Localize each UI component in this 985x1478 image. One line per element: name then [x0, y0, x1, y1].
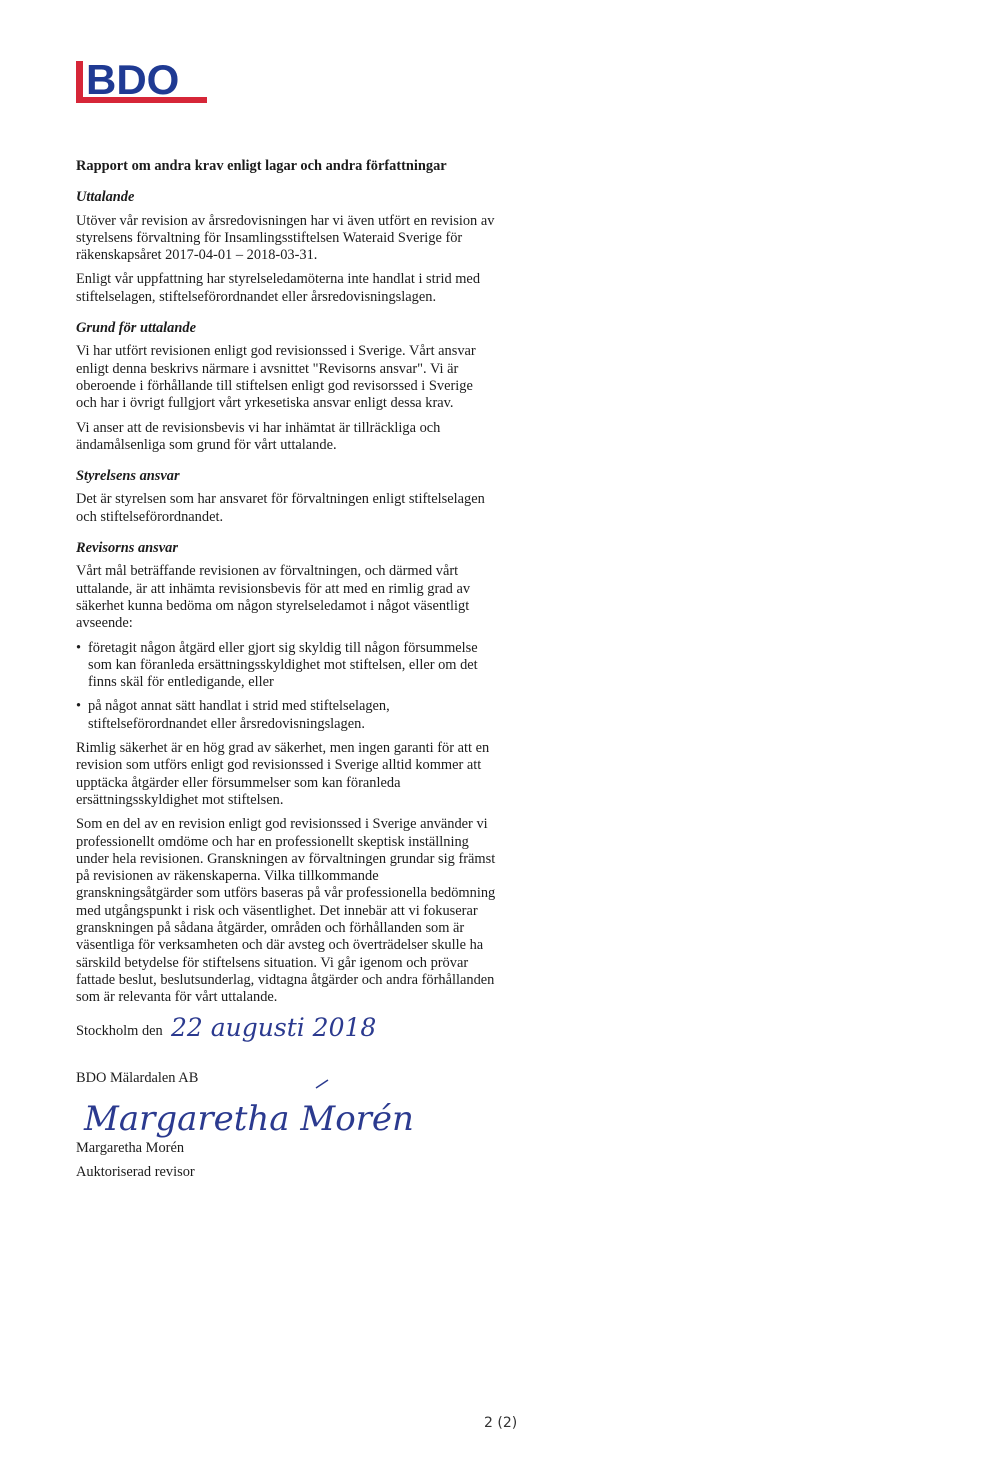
svg-text:Margaretha Morén: Margaretha Morén — [84, 1098, 414, 1139]
place-date-label: Stockholm den — [76, 1023, 163, 1040]
organization-name: BDO Mälardalen AB — [76, 1070, 199, 1087]
bullet-icon: • — [76, 639, 82, 656]
paragraph: Enligt vår uppfattning har styrelseledamöterna inte handlat i strid med stiftelselagen, stiftelseförordnandet eller årsredovisningslagen. — [76, 271, 481, 305]
paragraph: Som en del av en revision enligt god revisionssed i Sverige använder vi professionellt omdöme och har en professionellt skeptisk inställning under hela revisionen. Granskningen av förvaltningen grundar sig främst på revisionen av räkenskaperna. Vilka tillkommande granskningsåtgärder som utförs baseras på vår professionella bedömning med utgångspunkt i risk och väsentlighet. Det innebär att vi fokuserar granskningen på sådana åtgärder, områden och förhållanden som är väsentliga för verksamheten och där avsteg och överträdelser skulle ha särskild betydelse för stiftelsens situation. Vi går igenom och prövar fattade beslut, beslutsunderlag, vidtagna åtgärder och andra förhållanden som är relevanta för vårt uttalande. — [76, 816, 496, 1006]
page-number: 2 (2) — [484, 1415, 518, 1431]
signing-date-line — [76, 1006, 496, 1043]
bullet-icon: • — [76, 698, 82, 715]
paragraph: Vi anser att de revisionsbevis vi har inhämtat är tillräckliga och ändamålsenliga som grund för vårt uttalande. — [76, 419, 441, 453]
paragraph: Det är styrelsen som har ansvaret för förvaltningen enligt stiftelselagen och stiftelseförordnandet. — [76, 491, 485, 525]
report-heading: Rapport om andra krav enligt lagar och andra författningar — [76, 158, 447, 174]
section-title: Styrelsens ansvar — [76, 468, 180, 485]
section-title: Revisorns ansvar — [76, 540, 178, 557]
document-body — [76, 158, 496, 1181]
svg-text:22 augusti 2018: 22 augusti 2018 — [170, 1013, 377, 1043]
signatory-role: Auktoriserad revisor — [76, 1164, 195, 1181]
paragraph: Utöver vår revision av årsredovisningen har vi även utfört en revision av styrelsens förvaltning för Insamlingsstiftelsen Wateraid Sverige för räkenskapsåret 2017-04-01 – 2018-03-31. — [76, 212, 495, 264]
handwritten-date — [169, 1010, 379, 1044]
bullet-item: • på något annat sätt handlat i strid med stiftelselagen, stiftelseförordnandet eller årsredovisningslagen. — [76, 698, 390, 732]
svg-text:BDO: BDO — [86, 56, 180, 103]
section-grund-for-uttalande — [76, 320, 496, 454]
section-uttalande — [76, 189, 496, 306]
signatory-name: Margaretha Morén — [76, 1139, 185, 1156]
section-revisorns-ansvar — [76, 540, 496, 1006]
signature-area — [76, 1088, 496, 1140]
handwritten-signature — [84, 1082, 414, 1142]
paragraph: Rimlig säkerhet är en hög grad av säkerhet, men ingen garanti för att en revision som utförs enligt god revisionssed i Sverige alltid kommer att upptäcka åtgärder eller försummelser som kan föranleda ersättningsskyldighet mot stiftelsen. — [76, 740, 490, 808]
section-title: Grund för uttalande — [76, 320, 196, 337]
paragraph: Vi har utfört revisionen enligt god revisionssed i Sverige. Vårt ansvar enligt denna beskrivs närmare i avsnittet "Revisorns ansvar". Vi är oberoende i förhållande till stiftelsen enligt god revisorssed i Sverige och har i övrigt fullgjort vårt yrkesetiska ansvar enligt dessa krav. — [76, 343, 476, 412]
section-title: Uttalande — [76, 189, 135, 206]
bdo-logo — [76, 56, 208, 108]
section-styrelsens-ansvar — [76, 468, 496, 526]
paragraph: Vårt mål beträffande revisionen av förvaltningen, och därmed vårt uttalande, är att inhämta revisionsbevis för att med en rimlig grad av säkerhet kunna bedöma om någon styrelseledamot i något väsentligt avseende: — [76, 563, 471, 632]
bullet-item: • företagit någon åtgärd eller gjort sig skyldig till någon försummelse som kan föranleda ersättningsskyldighet mot stiftelsen, eller om det finns skäl för entledigande, eller — [76, 639, 478, 691]
